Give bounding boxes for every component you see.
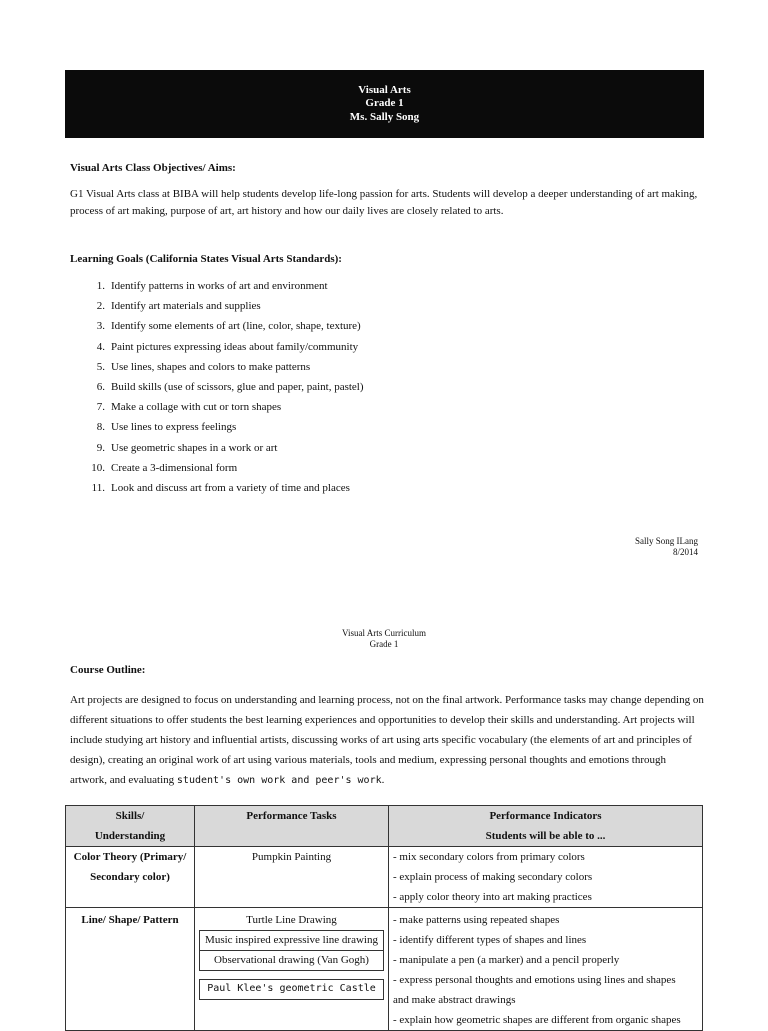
goal-number: 10. <box>91 461 105 474</box>
task-item: Paul Klee's geometric Castle <box>199 979 384 1000</box>
goal-text: Use geometric shapes in a work or art <box>111 441 278 454</box>
table-row <box>66 847 703 908</box>
indicator-item: - explain how geometric shapes are different from organic shapes <box>393 1014 681 1026</box>
indicator-item: - make patterns using repeated shapes <box>393 914 560 926</box>
goal-item <box>70 316 364 336</box>
goals-list <box>70 276 364 498</box>
outline-heading: Course Outline: <box>70 664 146 676</box>
goal-item <box>70 337 364 357</box>
header-banner <box>65 70 704 138</box>
goal-item <box>70 357 364 377</box>
goal-item <box>70 417 364 437</box>
indicator-item: - explain process of making secondary colors <box>393 871 593 883</box>
outline-text-main: Art projects are designed to focus on understanding and learning process, not on the final artwork. Performance tasks may change depending on different situations to offer students the best learning experiences and opportunities to develop their skills and understanding. Art projects will include studying art history and influential artists, discussing works of art using arts specific vocabulary (the elements of art and principles of design), creating an original work of art using various materials, tools and medium, expressing personal thoughts and emotions through artwork, and evaluating <box>70 694 704 786</box>
header-tasks <box>195 806 389 847</box>
goal-text: Identify some elements of art (line, color, shape, texture) <box>111 320 361 333</box>
curriculum-title-line1: Visual Arts Curriculum <box>342 628 426 638</box>
goal-number: 9. <box>96 441 105 454</box>
goal-number: 8. <box>96 421 105 434</box>
indicator-item: - identify different types of shapes and lines <box>393 934 587 946</box>
goal-text: Look and discuss art from a variety of time and places <box>111 481 350 494</box>
signature-block <box>635 536 698 558</box>
goal-text: Paint pictures expressing ideas about family/community <box>111 340 359 353</box>
header-indicators <box>389 806 703 847</box>
tasks-cell <box>195 847 389 908</box>
indicator-item: - apply color theory into art making practices <box>393 891 592 903</box>
goal-item <box>70 276 364 296</box>
goal-text: Use lines, shapes and colors to make patterns <box>111 360 311 373</box>
signature-date: 8/2014 <box>672 547 698 557</box>
goal-number: 1. <box>96 280 105 292</box>
curriculum-table <box>65 805 703 1031</box>
header-skills-line1: Skills/ <box>115 810 145 822</box>
goal-number: 6. <box>96 380 105 393</box>
indicator-item: and make abstract drawings <box>393 994 516 1006</box>
header-indicators-line1: Performance Indicators <box>489 810 602 822</box>
indicator-item: - manipulate a pen (a marker) and a pencil properly <box>393 954 620 966</box>
header-skills <box>66 806 195 847</box>
goal-text: Identify patterns in works of art and environment <box>111 280 328 292</box>
signature-name: Sally Song ILang <box>635 536 698 546</box>
skill-cell: Color Theory (Primary/ Secondary color) <box>66 847 195 908</box>
outline-text-tail: student's own work and peer's work <box>176 775 382 786</box>
header-indicators-line2: Students will be able to ... <box>485 830 606 842</box>
goal-item <box>70 397 364 417</box>
header-grade: Grade 1 <box>365 97 404 110</box>
goal-number: 4. <box>96 340 105 353</box>
curriculum-title-line2: Grade 1 <box>369 639 399 649</box>
goal-number: 7. <box>96 401 105 414</box>
indicators-cell <box>389 847 703 908</box>
goal-text: Identify art materials and supplies <box>111 300 261 313</box>
goal-item <box>70 377 364 397</box>
header-title: Visual Arts <box>358 83 411 96</box>
goal-item <box>70 458 364 478</box>
indicator-item: - express personal thoughts and emotions using lines and shapes <box>393 974 676 986</box>
header-skills-line2: Understanding <box>94 830 166 842</box>
goal-text: Make a collage with cut or torn shapes <box>111 401 282 414</box>
goal-item <box>70 438 364 458</box>
goal-item <box>70 478 364 498</box>
header-tasks-label: Performance Tasks <box>246 810 337 822</box>
outline-text-end: . <box>381 774 385 786</box>
curriculum-title <box>0 628 768 650</box>
goals-heading: Learning Goals (California States Visual Arts Standards): <box>70 253 342 265</box>
table-header-row <box>66 806 703 847</box>
indicators-cell <box>389 908 703 1031</box>
skill-cell: Line/ Shape/ Pattern <box>66 908 195 1031</box>
outline-text <box>70 690 704 791</box>
indicator-item: - mix secondary colors from primary colors <box>393 851 585 863</box>
task-item: Pumpkin Painting <box>251 851 332 863</box>
task-item: Turtle Line Drawing <box>246 914 337 926</box>
goal-item <box>70 296 364 316</box>
goal-number: 11. <box>91 481 105 494</box>
task-item: Observational drawing (Van Gogh) <box>199 951 384 971</box>
header-teacher: Ms. Sally Song <box>349 110 420 123</box>
task-item: Music inspired expressive line drawing <box>199 930 384 951</box>
goal-text: Build skills (use of scissors, glue and paper, paint, pastel) <box>111 380 364 393</box>
goal-text: Use lines to express feelings <box>111 421 237 434</box>
goal-number: 3. <box>96 320 105 333</box>
goal-number: 2. <box>96 300 105 313</box>
goal-number: 5. <box>96 360 105 373</box>
goal-text: Create a 3-dimensional form <box>111 461 238 474</box>
objectives-text: G1 Visual Arts class at BIBA will help students develop life-long passion for arts. Students will develop a deeper understanding of art making, process of art making, purpose of art, art history and how our daily lives are closely related to arts. <box>70 188 698 217</box>
objectives-heading: Visual Arts Class Objectives/ Aims: <box>70 162 236 174</box>
table-row <box>66 908 703 1031</box>
tasks-cell <box>195 908 389 1031</box>
